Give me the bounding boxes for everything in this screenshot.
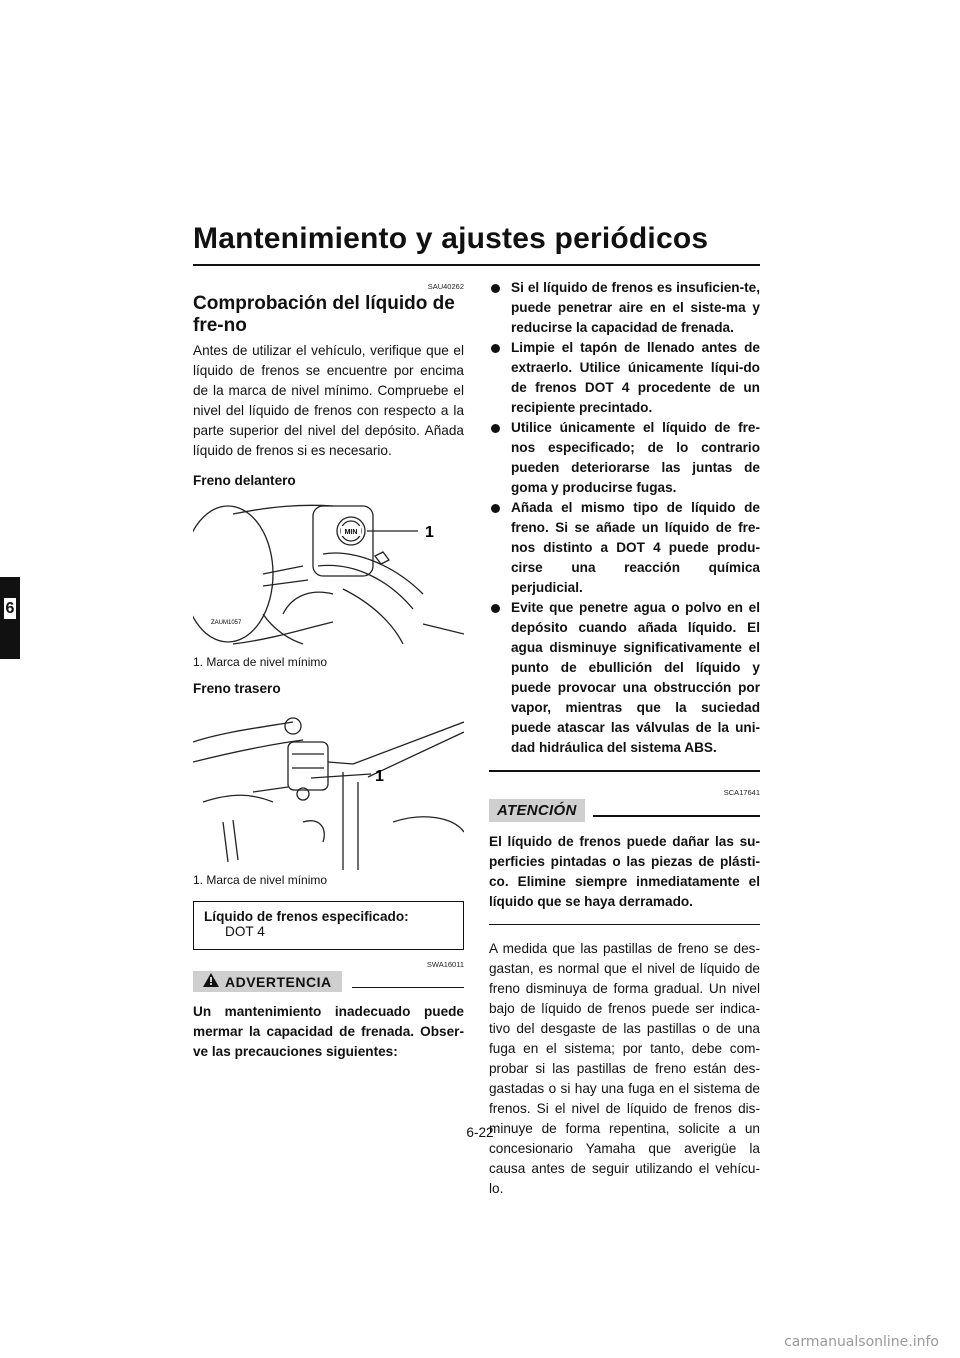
caution-text: El líquido de frenos puede dañar las su-perficies pintadas o las piezas de plásti-co. Elimine siempre inmediatamente el líquido que se haya derramado. xyxy=(489,833,760,909)
list-item: Utilice únicamente el líquido de fre-nos especificado; de lo contrario pueden deteriorarse las juntas de goma y producirse fugas. xyxy=(489,418,760,498)
caution-header xyxy=(489,799,760,822)
spec-value: DOT 4 xyxy=(225,924,265,939)
caution-code: SCA17641 xyxy=(723,787,760,797)
intro-paragraph: Antes de utilizar el vehículo, verifique que el líquido de frenos se encuentre por encima de la marca de nivel mínimo. Compruebe el nivel del líquido de frenos con respecto a la parte superior del nivel del depósito. Añada líquido de frenos si es necesario. xyxy=(193,343,464,458)
caution-end-rule xyxy=(489,924,760,926)
list-item: Añada el mismo tipo de líquido de freno. Si se añade un líquido de fre-nos distinto a DOT 4 puede produ-cirse una reacción química perjudicial. xyxy=(489,498,760,598)
list-item: Evite que penetre agua o polvo en el depósito cuando añada líquido. El agua disminuye significativamente el punto de ebullición del líquido y puede provocar una obstrucción por vapor, mientras que la suciedad puede atascar las válvulas de la uni-dad hidráulica del sistema ABS. xyxy=(489,598,760,758)
warning-code: SWA16011 xyxy=(426,960,464,969)
warning-rule xyxy=(352,987,464,989)
caution-rule xyxy=(593,815,760,817)
warning-end-rule xyxy=(489,770,760,772)
chapter-tab-number: 6 xyxy=(5,600,15,617)
section-code: SAU40262 xyxy=(427,282,464,291)
spec-box xyxy=(193,901,464,950)
wear-paragraph: A medida que las pastillas de freno se des-gastan, es normal que el nivel de líquido de freno disminuya de forma gradual. Un nivel bajo de líquido de frenos puede ser indica-tivo del desgaste de las pastillas o de una fuga en el sistema; por tanto, debe com-probar si las pastillas de freno están des-gastadas o si hay una fuga en el sistema de frenos. Si el nivel de líquido de frenos dis-minuye de forma repentina, solicite a un concesionario Yamaha que averigüe la causa antes de seguir utilizando el vehícu-lo. xyxy=(489,941,760,1196)
warning-header xyxy=(193,971,464,992)
min-mark-label: MIN xyxy=(344,529,358,536)
rear-brake-heading: Freno trasero xyxy=(193,681,281,696)
warning-triangle-icon xyxy=(203,973,219,990)
section-heading: Comprobación del líquido de fre-no xyxy=(193,293,455,336)
warning-badge xyxy=(193,971,342,992)
right-column xyxy=(489,278,760,1199)
caution-badge: ATENCIÓN xyxy=(489,799,585,822)
warning-label: ADVERTENCIA xyxy=(225,973,332,990)
list-item: Si el líquido de frenos es insuficien-te, puede penetrar aire en el siste-ma y reducirse la capacidad de frenada. xyxy=(489,278,760,338)
list-item: Limpie el tapón de llenado antes de extraerlo. Utilice únicamente líqui-do de frenos DOT 4 procedente de un recipiente precintado. xyxy=(489,338,760,418)
rear-brake-figure xyxy=(193,702,464,870)
header-rule xyxy=(193,264,760,266)
page-title: Mantenimiento y ajustes periódicos xyxy=(193,222,709,255)
rear-caption: 1. Marca de nivel mínimo xyxy=(193,873,328,887)
watermark: carmanualsonline.info xyxy=(784,1334,939,1350)
front-brake-heading: Freno delantero xyxy=(193,473,296,488)
left-column xyxy=(193,282,464,1062)
page-number: 6-22 xyxy=(466,1125,494,1140)
front-brake-figure xyxy=(193,494,464,652)
front-caption: 1. Marca de nivel mínimo xyxy=(193,655,328,669)
warning-bullets xyxy=(489,278,760,758)
warning-text: Un mantenimiento inadecuado puede mermar la capacidad de frenada. Obser-ve las precauciones siguientes: xyxy=(193,1004,464,1059)
front-callout: 1 xyxy=(425,524,434,541)
spec-label: Líquido de frenos especificado: xyxy=(204,909,409,924)
rear-callout: 1 xyxy=(375,768,384,785)
front-figure-code: ZAUM1057 xyxy=(211,620,242,626)
